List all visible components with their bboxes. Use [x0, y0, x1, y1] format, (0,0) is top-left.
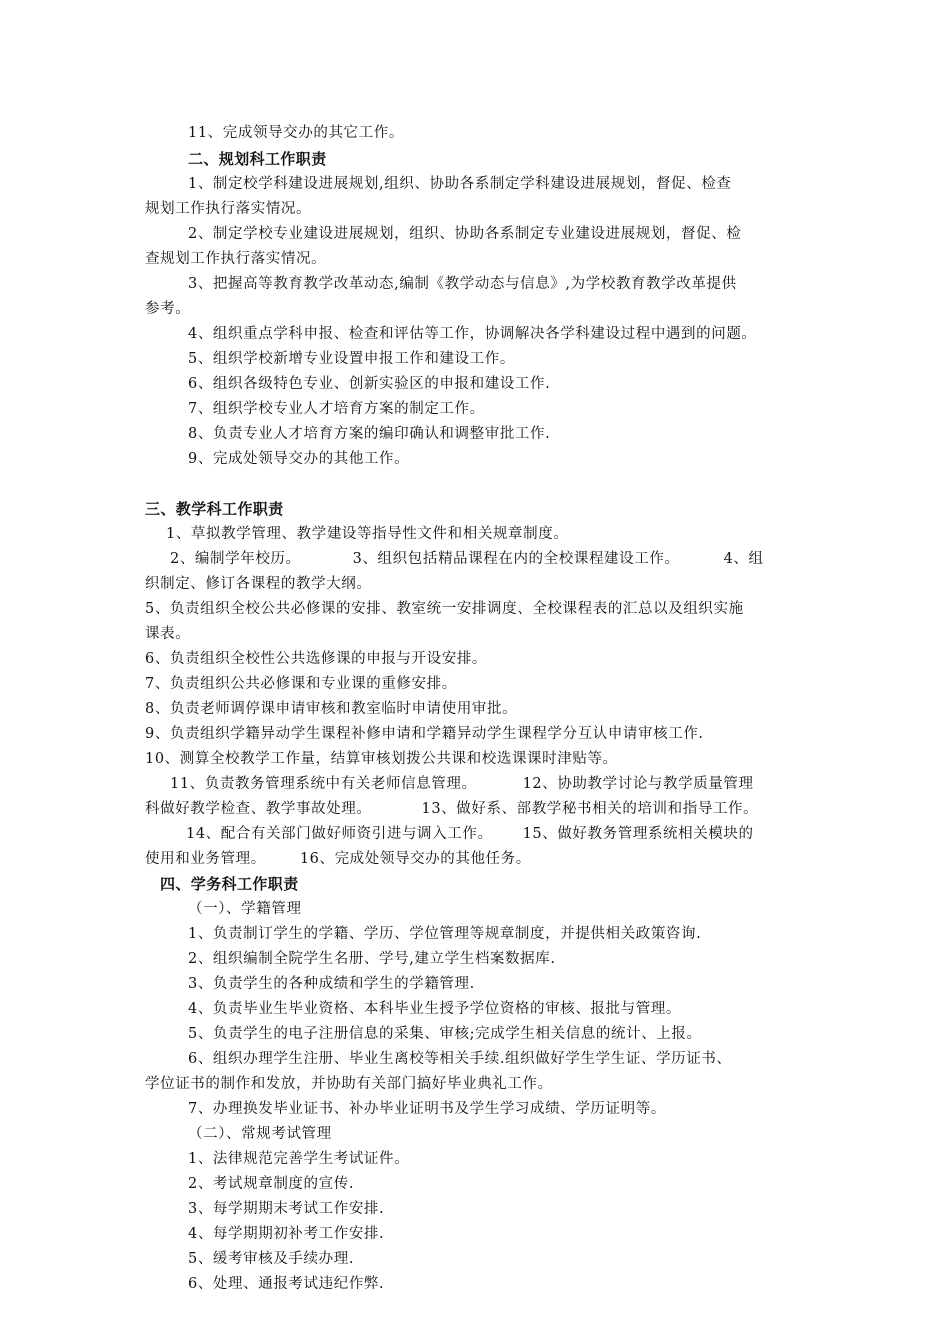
text-line: 6、组织各级特色专业、创新实验区的申报和建设工作. [188, 376, 551, 392]
text-line: 5、负责学生的电子注册信息的采集、审核;完成学生相关信息的统计、上报。 [188, 1026, 702, 1042]
text-line: 7、负责组织公共必修课和专业课的重修安排。 [145, 676, 457, 692]
text-line [170, 775, 754, 793]
text-line: 3、把握高等教育教学改革动态,编制《教学动态与信息》,为学校教育教学改革提供 [188, 276, 737, 292]
text-line [145, 800, 758, 818]
section-heading: 四、学务科工作职责 [160, 875, 299, 893]
text-line: 1、制定校学科建设进展规划,组织、协助各系制定学科建设进展规划，督促、检查 [188, 176, 732, 192]
text-line: 学位证书的制作和发放，并协助有关部门搞好毕业典礼工作。 [145, 1076, 553, 1092]
text-line: 1、法律规范完善学生考试证件。 [188, 1151, 410, 1167]
text-line: 1、草拟教学管理、教学建设等指导性文件和相关规章制度。 [166, 526, 569, 542]
text-line: 2、组织编制全院学生名册、学号,建立学生档案数据库. [188, 951, 556, 967]
text-line: 11、完成领导交办的其它工作。 [188, 125, 404, 141]
text-segment: 3、组织包括精品课程在内的全校课程建设工作。 [352, 551, 680, 567]
text-line: 5、组织学校新增专业设置申报工作和建设工作。 [188, 351, 515, 367]
text-line: 8、负责专业人才培育方案的编印确认和调整审批工作. [188, 426, 551, 442]
text-segment: 使用和业务管理。 [145, 851, 266, 867]
text-line: 1、负责制订学生的学籍、学历、学位管理等规章制度，并提供相关政策咨询. [188, 926, 702, 942]
text-line: 3、每学期期末考试工作安排. [188, 1201, 385, 1217]
text-segment: 14、配合有关部门做好师资引进与调入工作。 [186, 826, 493, 842]
text-line: 5、缓考审核及手续办理. [188, 1251, 355, 1267]
text-line [145, 850, 531, 868]
subsection-heading: （二）、常规考试管理 [188, 1126, 332, 1142]
text-line: 4、每学期期初补考工作安排. [188, 1226, 385, 1242]
text-line: 10、测算全校教学工作量，结算审核划拨公共课和校选课课时津贴等。 [145, 751, 618, 767]
section-heading: 二、规划科工作职责 [188, 150, 327, 168]
text-segment: 16、完成处领导交办的其他任务。 [299, 851, 531, 867]
text-line: 6、负责组织全校性公共选修课的申报与开设安排。 [145, 651, 488, 667]
text-line [170, 550, 764, 568]
text-line: 2、考试规章制度的宣传. [188, 1176, 355, 1192]
text-segment: 12、协助教学讨论与教学质量管理 [522, 776, 754, 792]
text-segment: 2、编制学年校历。 [170, 551, 301, 567]
text-segment: 11、负责教务管理系统中有关老师信息管理。 [170, 776, 477, 792]
text-line [186, 825, 754, 843]
text-line: 4、组织重点学科申报、检查和评估等工作，协调解决各学科建设过程中遇到的问题。 [188, 326, 757, 342]
text-segment: 15、做好教务管理系统相关模块的 [522, 826, 754, 842]
text-line: 9、负责组织学籍异动学生课程补修申请和学籍异动学生课程学分互认申请审核工作. [145, 726, 704, 742]
text-line: 规划工作执行落实情况。 [145, 201, 312, 217]
text-line: 4、负责毕业生毕业资格、本科毕业生授予学位资格的审核、报批与管理。 [188, 1001, 682, 1017]
subsection-heading: （一）、学籍管理 [188, 901, 302, 917]
text-line: 5、负责组织全校公共必修课的安排、教室统一安排调度、全校课程表的汇总以及组织实施 [145, 601, 744, 617]
text-segment: 13、做好系、部教学秘书相关的培训和指导工作。 [421, 801, 759, 817]
text-line: 7、办理换发毕业证书、补办毕业证明书及学生学习成绩、学历证明等。 [188, 1101, 666, 1117]
text-line: 织制定、修订各课程的教学大纲。 [145, 576, 372, 592]
text-line: 8、负责老师调停课申请审核和教室临时申请使用审批。 [145, 701, 518, 717]
text-line: 查规划工作执行落实情况。 [145, 251, 327, 267]
text-line: 7、组织学校专业人才培育方案的制定工作。 [188, 401, 485, 417]
text-segment: 科做好教学检查、教学事故处理。 [145, 801, 372, 817]
text-segment: 4、组 [723, 551, 764, 567]
text-line: 6、处理、通报考试违纪作弊. [188, 1276, 385, 1292]
text-line: 2、制定学校专业建设进展规划，组织、协助各系制定专业建设进展规划，督促、检 [188, 226, 742, 242]
section-heading: 三、教学科工作职责 [145, 500, 284, 518]
text-line: 6、组织办理学生注册、毕业生离校等相关手续.组织做好学生学生证、学历证书、 [188, 1051, 732, 1067]
text-line: 3、负责学生的各种成绩和学生的学籍管理. [188, 976, 475, 992]
text-line: 课表。 [145, 626, 191, 642]
text-line: 参考。 [145, 301, 191, 317]
text-line: 9、完成处领导交办的其他工作。 [188, 451, 410, 467]
